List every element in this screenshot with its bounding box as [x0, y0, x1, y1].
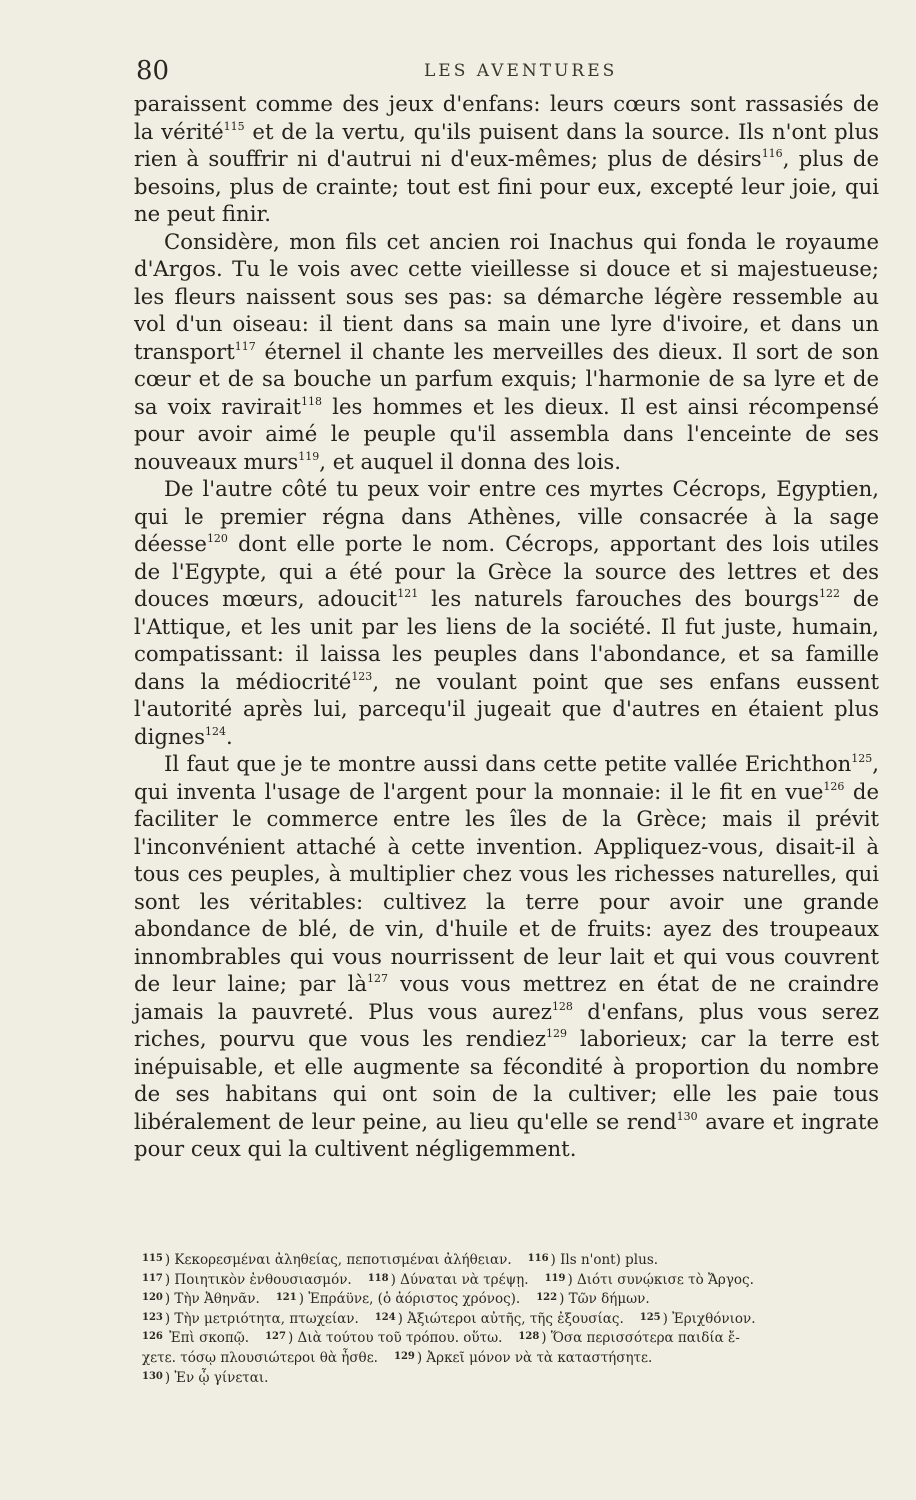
text-run: , ne voulant point que ses enfans eussent l'autorité après lui, parcequ'il jugeait que d'autres en étaient plus dignes: [134, 668, 879, 749]
text-run: les hommes et les dieux. Il est ainsi récompensé pour avoir aimé le peuple qu'il assembla dans l'enceinte de ses nouveaux murs: [134, 393, 880, 474]
footnote-number: 119: [544, 1272, 566, 1284]
footnote-124: ) Ἀξιώτεροι αὐτῆς, τῆς ἐξουσίας.: [397, 1310, 624, 1327]
paragraph-3: [134, 475, 879, 750]
paragraph-4: [134, 750, 879, 1163]
footnote-ref-125[interactable]: 125: [851, 752, 873, 765]
footnote-number: 116: [527, 1253, 549, 1264]
text-run: paraissent comme des jeux d'enfans: leurs cœurs sont rassasiés de la vérité: [134, 91, 879, 144]
footnote-number: 127: [265, 1331, 286, 1343]
footnote-128-continued: χετε. τόσῳ πλουσιώτεροι θὰ ἦσθε.: [142, 1349, 378, 1366]
text-run: dont elle porte le nom. Cécrops, apportant des lois utiles de l'Egypte, qui a été pour la Grèce la source des lettres et des douces mœurs, adoucit: [134, 531, 879, 611]
footnote-ref-130[interactable]: 130: [676, 1109, 698, 1123]
footnote-ref-124[interactable]: 124: [204, 724, 226, 738]
text-run: De l'autre côté tu peux voir entre ces myrtes Cécrops, Egyptien, qui le premier régna dans Athènes, ville consacrée à la sage déesse: [134, 476, 879, 556]
text-run: avare et ingrate pour ceux qui la cultivent négligemment.: [134, 1108, 879, 1161]
footnote-123: ) Τὴν μετριότητα, πτωχείαν.: [164, 1310, 359, 1327]
text-run: éternel il chante les merveilles des dieux. Il sort de son cœur et de sa bouche un parfum exquis; l'harmonie de sa lyre et de sa voix ravirait: [134, 338, 879, 419]
footnote-line: [142, 1270, 882, 1290]
running-head: [136, 52, 881, 86]
footnote-117: ) Ποιητικὸν ἐνθουσιασμόν.: [164, 1271, 352, 1288]
footnote-ref-127[interactable]: 127: [366, 972, 388, 985]
footnote-number: 120: [142, 1292, 163, 1304]
footnote-127: ) Διὰ τούτου τοῦ τρόπου. οὕτω.: [287, 1330, 503, 1347]
footnote-line: [142, 1289, 882, 1309]
text-run: , qui inventa l'usage de l'argent pour la monnaie: il le fit en vue: [134, 751, 879, 804]
footnote-ref-118[interactable]: 118: [300, 394, 322, 408]
footnote-line: [142, 1309, 882, 1329]
footnote-119: ) Διότι συνῴκισε τὸ Ἄργος.: [567, 1271, 754, 1288]
text-run: Il faut que je te montre aussi dans cette petite vallée Erichthon: [164, 751, 852, 776]
footnote-number: 115: [142, 1253, 163, 1264]
footnote-number: 118: [367, 1272, 389, 1284]
running-title: LES AVENTURES: [424, 61, 618, 81]
footnote-number: 121: [275, 1292, 297, 1304]
footnote-125: ) Ἐριχθόνιον.: [662, 1310, 756, 1327]
footnote-ref-116[interactable]: 116: [761, 147, 783, 160]
text-run: les naturels farouches des bourgs: [418, 586, 820, 611]
footnote-ref-119[interactable]: 119: [298, 449, 320, 463]
footnote-ref-126[interactable]: 126: [823, 779, 845, 793]
text-run: Considère, mon fils cet ancien roi Inachus qui fonda le royaume d'Argos. Tu le vois avec cette vieillesse si douce et si majestueuse; les fleurs naissent sous ses pas: sa démarche légère ressemble au vol d'un oiseau: il tient dans sa main une lyre d'ivoire, et dans un transport: [134, 228, 879, 364]
footnote-number: 126: [142, 1331, 163, 1343]
body-text: [134, 90, 879, 1163]
footnote-121: ) Ἐπράϋνε, (ὁ ἀόριστος χρόνος).: [298, 1291, 521, 1308]
footnote-number: 124: [374, 1311, 396, 1323]
text-run: laborieux; car la terre est inépuisable, et elle augmente sa fécondité à proportion du nombre de ses habitans qui ont soin de la cultiver; elle les paie tous libéralement de leur peine, au lieu qu'elle se rend: [134, 1026, 879, 1134]
footnote-120: ) Τὴν Ἀθηνᾶν.: [164, 1291, 260, 1308]
footnote-ref-123[interactable]: 123: [351, 669, 373, 683]
footnote-number: 122: [536, 1292, 558, 1304]
page-number: 80: [136, 56, 170, 86]
footnote-number: 130: [142, 1370, 163, 1382]
footnote-ref-129[interactable]: 129: [546, 1027, 568, 1040]
footnote-divider: [134, 1236, 879, 1237]
paragraph-2: [134, 228, 879, 476]
footnote-line: [142, 1328, 882, 1348]
text-run: , et auquel il donna des lois.: [319, 448, 621, 474]
footnote-115: ) Κεκορεσμέναι ἀληθείας, πεποτισμέναι ἀλήθειαν.: [164, 1252, 512, 1268]
footnote-ref-121[interactable]: 121: [397, 587, 419, 600]
text-run: et de la vertu, qu'ils puisent dans la source. Ils n'ont plus rien à souffrir ni d'autrui ni d'eux-mêmes; plus de désirs: [134, 118, 880, 171]
footnote-122: ) Τῶν δήμων.: [559, 1291, 650, 1308]
footnote-ref-120[interactable]: 120: [206, 532, 228, 545]
footnote-126: Ἐπὶ σκοπῷ.: [164, 1330, 250, 1347]
footnote-ref-115[interactable]: 115: [223, 119, 245, 133]
footnote-ref-117[interactable]: 117: [234, 339, 256, 353]
footnote-118: ) Δύναται νὰ τρέψῃ.: [390, 1271, 529, 1288]
footnote-128: ) Ὅσα περισσότερα παιδία ἔ-: [541, 1330, 740, 1347]
footnote-line: [142, 1368, 882, 1388]
footnote-116: ) Ils n'ont) plus.: [550, 1252, 659, 1268]
footnote-number: 128: [518, 1331, 540, 1343]
paragraph-1: [134, 90, 879, 228]
footnote-number: 117: [142, 1272, 163, 1284]
text-run: vous vous mettrez en état de ne craindre jamais la pauvreté. Plus vous aurez: [134, 971, 879, 1024]
footnotes: [142, 1250, 882, 1387]
text-run: d'enfans, plus vous serez riches, pourvu que vous les rendiez: [134, 998, 879, 1051]
footnote-number: 125: [639, 1311, 661, 1323]
footnote-number: 129: [393, 1350, 415, 1362]
footnote-number: 123: [142, 1311, 163, 1323]
text-run: de l'Attique, et les unit par les liens de la société. Il fut juste, humain, compatissant: il laissa les peuples dans l'abondance, et sa famille dans la médiocrité: [134, 586, 880, 694]
footnote-ref-128[interactable]: 128: [551, 999, 573, 1013]
footnote-130: ) Ἐν ᾧ γίνεται.: [164, 1369, 269, 1386]
footnote-line: [142, 1250, 882, 1270]
text-run: .: [225, 723, 233, 749]
footnote-line: [142, 1348, 882, 1368]
footnote-129: ) Ἀρκεῖ μόνον νὰ τὰ καταστήσητε.: [416, 1349, 653, 1366]
text-run: , plus de besoins, plus de crainte; tout est fini pour eux, excepté leur joie, qui ne peut finir.: [134, 146, 879, 226]
footnote-ref-122[interactable]: 122: [819, 587, 841, 600]
text-run: de faciliter le commerce entre les îles de la Grèce; mais il prévit l'inconvénient attaché à cette invention. Appliquez-vous, disait-il à tous ces peuples, à multiplier chez vous les richesses naturelles, qui sont les véritables: cultivez la terre pour avoir une grande abondance de blé, de vin, d'huile et de fruits: ayez des troupeaux innombrables qui vous nourrissent de leur lait et qui vous couvrent de leur laine; par là: [134, 778, 879, 996]
